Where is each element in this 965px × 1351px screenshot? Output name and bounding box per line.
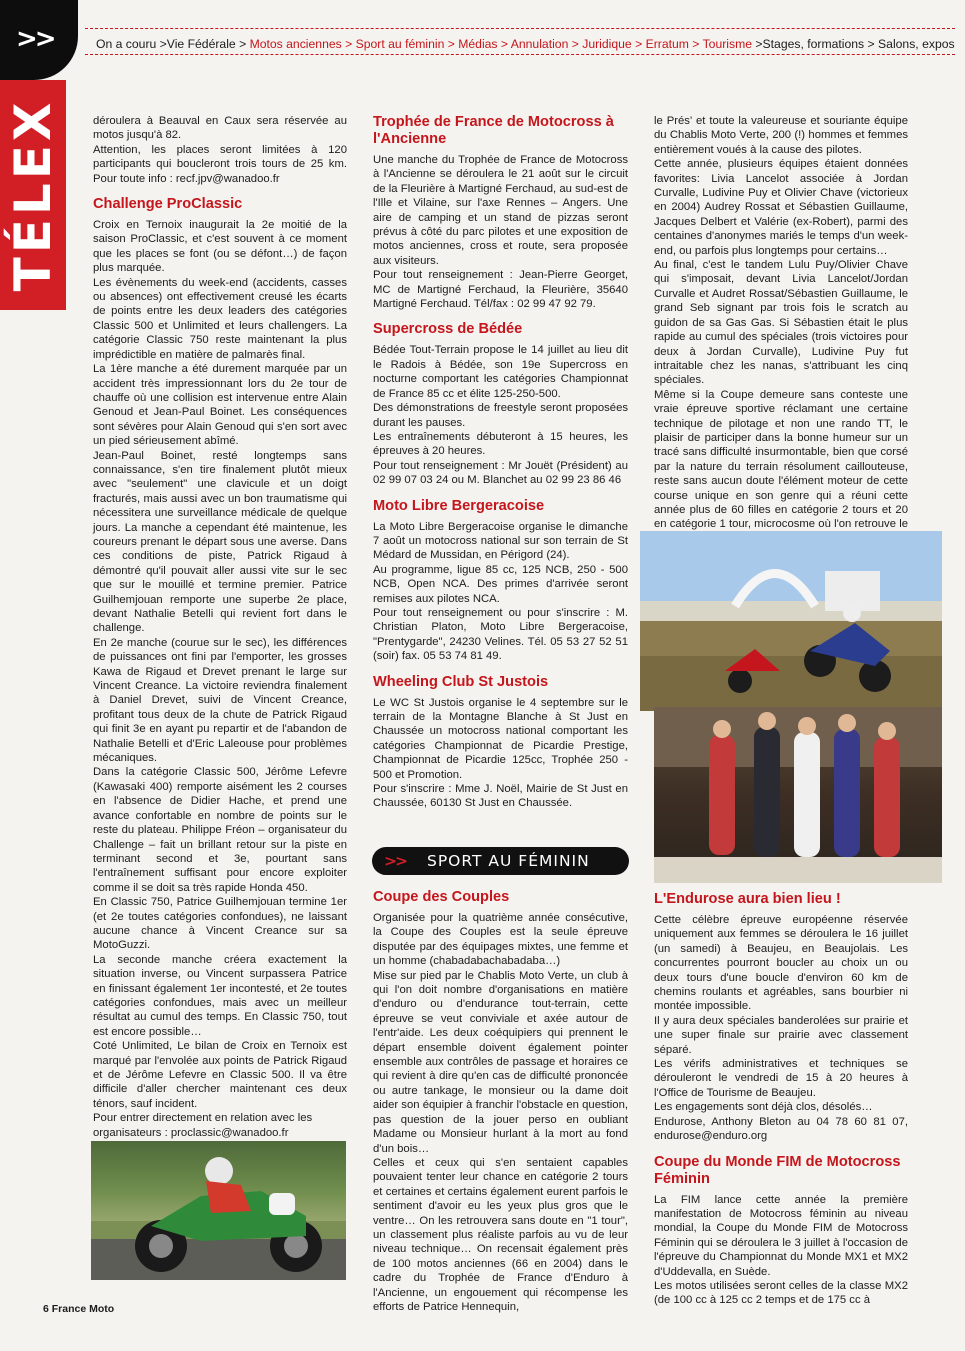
heading-endurose: L'Endurose aura bien lieu ! <box>654 891 841 907</box>
podium-photo <box>654 707 942 883</box>
paragraph: Les motos utilisées seront celles de la classe MX2 (de 100 cc à 125 cc 2 temps et de 175 cc à <box>654 1279 908 1307</box>
banner-label: SPORT AU FÉMININ <box>427 852 590 870</box>
paragraph: Pour tout renseignement : Mr Jouët (Président) au 02 99 07 03 24 ou M. Blanchet au 02 99 23 86 46 <box>373 459 628 487</box>
paragraph: Même si la Coupe demeure sans conteste une vraie épreuve sportive réclamant une certaine technique de pilotage et non une rando TT, le plaisir de participer dans la bonne humeur sur un tracé sans difficulté insurmontable, bien que corsé par la nature du terrain résolument caillouteuse, reste sans aucun doute l'élément moteur de cette course unique en son genre qui a réuni cette année plus de 60 filles en catégorie 2 tours et 20 en catégorie 1 tour, microcosme où l'on retrouve le <box>654 388 908 531</box>
paragraph: Pour tout renseignement ou pour s'inscrire : M. Christian Platon, Moto Libre Bergeracoise, "Prentygarde", 24230 Velines. Tél. 05 53 27 52 51 (soir) fax. 05 53 74 81 49. <box>373 606 628 663</box>
paragraph: La 1ère manche a été durement marquée par un accident très impressionnant lors du 2e tour de chauffe où une collision est intervenue entre Alain Genoud et Jean-Paul Boinet. Les conséquences sont sévères pour Alain Genoud qui s'en sort avec un pied sérieusement abîmé. <box>93 363 347 448</box>
paragraph: La Moto Libre Bergeracoise organise le dimanche 7 août un motocross national sur son terrain de St Médard de Mussidan, en Périgord (24). <box>373 520 628 562</box>
breadcrumb-part-3: >Stages, formations > Salons, expos <box>752 37 955 51</box>
paragraph: Le WC St Justois organise le 4 septembre sur le terrain de la Montagne Blanche à St Just en Chaussée un motocross national comportant les catégories Championnat de Picardie Prestige, Championnat de Picardie 125cc, Trophée 250 - 500 et Promotion. <box>373 696 628 781</box>
heading-supercross: Supercross de Bédée <box>373 321 523 338</box>
paragraph: Cette célèbre épreuve européenne réservée uniquement aux femmes se déroulera le 16 juillet (un samedi) à Beaujeu, en Beaujolais. Les concurrentes pourront boucler au choix un ou deux tours d'une boucle d'environ 60 km de chemins roulants et agréables, sans bourbier ni montée impossible. <box>654 914 908 1013</box>
paragraph: Il y aura deux spéciales banderolées sur prairie et une super finale sur prairie avec classement séparé. <box>654 1014 908 1056</box>
paragraph: Mise sur pied par le Chablis Moto Verte, un club à qui l'on doit nombre d'organisations en matière d'enduro ou d'endurance tout-terrain, cette épreuve se veut conviviale et axée autour de l'entr'aide. Les deux coéquipiers qui prennent le départ ensemble doivent également pointer ensemble aux contrôles de passage et horaires ce qui revient à dire qu'en cas de difficulté prononcée ou autre tankage, le monsieur ou la dame doit aider son équipier à franchir l'obstacle en question, pas question de la jouer perso en oubliant Madame ou Monsieur hurlant à la mort au fond d'un bois… <box>373 969 628 1155</box>
double-arrow-icon: >> <box>16 24 54 54</box>
motocross-photo <box>640 531 942 711</box>
paragraph: le Prés' et toute la valeureuse et souriante équipe du Chablis Moto Verte, 200 (!) hommes et femmes entièrement voués à la cause des pilotes. <box>654 115 908 156</box>
column-3-lower <box>654 891 908 1308</box>
double-arrow-icon: >> <box>384 852 406 870</box>
nav-divider-top <box>85 28 955 29</box>
paragraph: Attention, les places seront limitées à 120 participants qui boucleront trois tours de 25 km. Pour toute info : recf.jpv@wanadoo.fr <box>93 143 347 185</box>
paragraph: La seconde manche créera exactement la situation inverse, ou Vincent surpassera Patrice en finissant également 1er incontesté, et 2e toutes catégories confondues, mais avec un meilleur résultat au cumul des temps. En Classic 750, tout est encore possible… <box>93 953 347 1038</box>
heading-wheeling: Wheeling Club St Justois <box>373 673 549 690</box>
paragraph: En 2e manche (courue sur le sec), les différences de puissances ont fini par l'emporter, les grosses Kawa de Rigaud et Drevet prenant le large sur Vincent Creance. La victoire reviendra finalement à Daniel Drevet, suivi de Vincent Creance, profitant tous deux de la chute de Patrick Rigaud qui finit 3e en ayant pu repartir et de l'abandon de Nathalie Betelli et d'Eric Laleouse pour problèmes mécaniques. <box>93 636 347 765</box>
paragraph: Des démonstrations de freestyle seront proposées durant les pauses. <box>373 402 628 429</box>
paragraph: Les entraînements débuteront à 15 heures, les épreuves à 20 heures. <box>373 430 628 458</box>
breadcrumb-part-1: On a couru >Vie Fédérale > <box>96 37 250 51</box>
paragraph: Croix en Ternoix inaugurait la 2e moitié de la saison ProClassic, et c'est souvent à ce moment que les places se font (ou se défont…) de façon plus marquée. <box>93 219 347 275</box>
paragraph: Au programme, ligue 85 cc, 125 NCB, 250 - 500 NCB, Open NCA. Des primes d'arrivée seront remises aux pilotes NCA. <box>373 563 628 605</box>
paragraph: Bédée Tout-Terrain propose le 14 juillet au lieu dit le Radois à Bédée, son 19e Supercross en nocturne comportant les catégories Championnat de France 85 cc et élite 125-250-500. <box>373 344 628 400</box>
paragraph: Pour entrer directement en relation avec les organisateurs : proclassic@wanadoo.fr <box>93 1112 313 1139</box>
paragraph: déroulera à Beauval en Caux sera réservée au motos jusqu'à 82. <box>93 115 347 142</box>
paragraph: La FIM lance cette année la première manifestation de Motocross féminin au niveau mondial, la Coupe du Monde FIM de Motocross Féminin qui se déroulera le 3 juillet à l'occasion de l'épreuve du Championnat du Monde MX1 et MX2 d'Uddevalla, en Suède. <box>654 1193 908 1278</box>
heading-fim: Coupe du Monde FIM de Motocross Féminin <box>654 1153 901 1187</box>
paragraph: Au final, c'est le tandem Lulu Puy/Olivier Chave qui s'imposait, devant Livia Lancelot/Jordan Curvalle et Audret Rossat/Sébastien Guillaume, le grand Seb signant par trois fois le scratch au guidon de sa Gas Gas. Si Sébastien était le plus rapide au cumul des spéciales (trois victoires pour deux à Jordan Curvalle), Ludivine Puy fut intraitable chez les nanas, s'attribuant les cinq spéciales. <box>654 259 908 387</box>
magazine-name: France Moto <box>51 1303 115 1315</box>
heading-couples: Coupe des Couples <box>373 889 510 905</box>
section-tab <box>0 0 78 80</box>
column-1 <box>93 114 347 1140</box>
heading-proclassic: Challenge ProClassic <box>93 196 243 213</box>
side-band <box>0 80 66 310</box>
paragraph: Dans la catégorie Classic 500, Jérôme Lefevre (Kawasaki 400) remporte aisément les 2 courses en l'absence de Didier Hache, et prend une avance confortable en nombre de points sur le reste du plateau. Philippe Fréon – organisateur du Challenge – fait un brillant retour sur la piste en terminant second et 3e, pourtant sans l'entraînement suffisant pour encore exploiter comme il se doit sa très rapide Honda 450. <box>93 766 347 894</box>
paragraph: Les engagements sont déjà clos, désolés… <box>654 1101 873 1114</box>
paragraph: Les vérifs administratives et techniques se dérouleront le vendredi de 15 à 20 heures à l'Office de Tourisme de Beaujeu. <box>654 1058 908 1099</box>
classic-bike-photo <box>91 1141 346 1280</box>
page-footer <box>43 1303 114 1315</box>
paragraph: Une manche du Trophée de France de Motocross à l'Ancienne se déroulera le 21 août sur le circuit de la Fleurière à Martigné Ferchaud, au sud-est de l'Ille et Vilaine, sur l'axe Rennes – Angers. Une aire de camping et un stand de pizzas seront prévus à côté du parc pilotes et une exposition de motos anciennes, cross et route, sera proposée aux visiteurs. <box>373 154 628 267</box>
paragraph: Cette année, plusieurs équipes étaient données favorites: Livia Lancelot associée à Jordan Curvalle, Ludivine Puy et Olivier Chave (victorieux en 2004) Audrey Rossat et Sébastien Guillaume, Jacques Delbert et Valérie (ex-Robert), parmi des centaines d'anonymes mariés le temps d'un week-end, ou parfois plus longtemps pour certains… <box>654 158 908 257</box>
paragraph: En Classic 750, Patrice Guilhemjouan termine 1er (et 2e toutes catégories confondues), ne laissant aucune chance à Vincent Creance sur sa MotoGuzzi. <box>93 896 347 952</box>
column-2-lower <box>373 889 628 1314</box>
column-2 <box>373 114 628 811</box>
page-number: 6 <box>43 1303 49 1315</box>
column-3 <box>654 114 908 546</box>
paragraph: Celles et ceux qui s'en sentaient capables pouvaient tenter leur chance en catégorie 2 tours et certaines et certains également eurent parfois le sentiment d'avoir eu les yeux plus gros que le ventre… On les retrouvera sans doute en "1 tour", un classement plus réaliste parfois au vu de leur niveau technique… On recensait également près de 100 motos anciennes (66 en 2004) dans le cadre du Trophée de France d'Enduro à l'Ancienne, un engouement qui récompense les efforts de Patrice Hennequin, <box>373 1156 628 1313</box>
paragraph: Pour s'inscrire : Mme J. Noël, Mairie de St Just en Chaussée, 60130 St Just en Chaussée. <box>373 783 628 810</box>
heading-moto-libre: Moto Libre Bergeracoise <box>373 497 545 514</box>
paragraph: Endurose, Anthony Bleton au 04 78 60 81 07, endurose@enduro.org <box>654 1115 908 1143</box>
nav-divider-bottom <box>85 54 955 55</box>
breadcrumb-part-2: Motos anciennes > Sport au féminin > Médias > Annulation > Juridique > Erratum > Tourisme <box>249 37 753 51</box>
paragraph: Coté Unlimited, Le bilan de Croix en Ternoix est marqué par l'envolée aux points de Patrick Rigaud et de Jérôme Lefevre en Classic 500. Il va être difficile d'aller chercher maintenant ces deux ténors, sauf incident. <box>93 1040 347 1110</box>
paragraph: Pour tout renseignement : Jean-Pierre Georget, MC de Martigné Ferchaud, la Fleurière, 35640 Martigné Ferchaud. Tél/fax : 02 99 47 92 79. <box>373 269 628 311</box>
paragraph: Jean-Paul Boinet, resté longtemps sans connaissance, s'en tire finalement plutôt mieux avec "seulement" une clavicule et un doigt fracturés, mais aussi avec un bon traumatisme qui nécessitera une surveillance médicale de quelque jours. La manche a cependant été maintenue, les coureurs prenant le départ sous une averse. Dans ces conditions de piste, Patrick Rigaud à démontré qu'il pouvait aller aussi vite sur le sec que sur le mouillé et termine premier. Patrice Guilhemjouan remporte une superbe 2e place, devant Nathalie Betelli qui revient fort dans le challenge. <box>93 449 347 635</box>
paragraph: Les évènements du week-end (accidents, casses ou absences) ont effectivement creusé les écarts de points entre les deux leaders des catégories Classic 500 et Unlimited et leurs challengers. La catégorie Classic 750 reste maintenant la plus imprédictible en matière de palmarès final. <box>93 276 347 361</box>
breadcrumb <box>96 37 955 51</box>
section-banner-sport-feminin <box>372 847 629 875</box>
heading-trophee: Trophée de France de Motocross à l'Ancienne <box>373 114 614 147</box>
paragraph: Organisée pour la quatrième année consécutive, la Coupe des Couples est la seule épreuve disputée par des équipages mixtes, une femme et un homme (chabadabachabadaba…) <box>373 912 628 968</box>
side-label: TÉLEX <box>4 98 62 292</box>
